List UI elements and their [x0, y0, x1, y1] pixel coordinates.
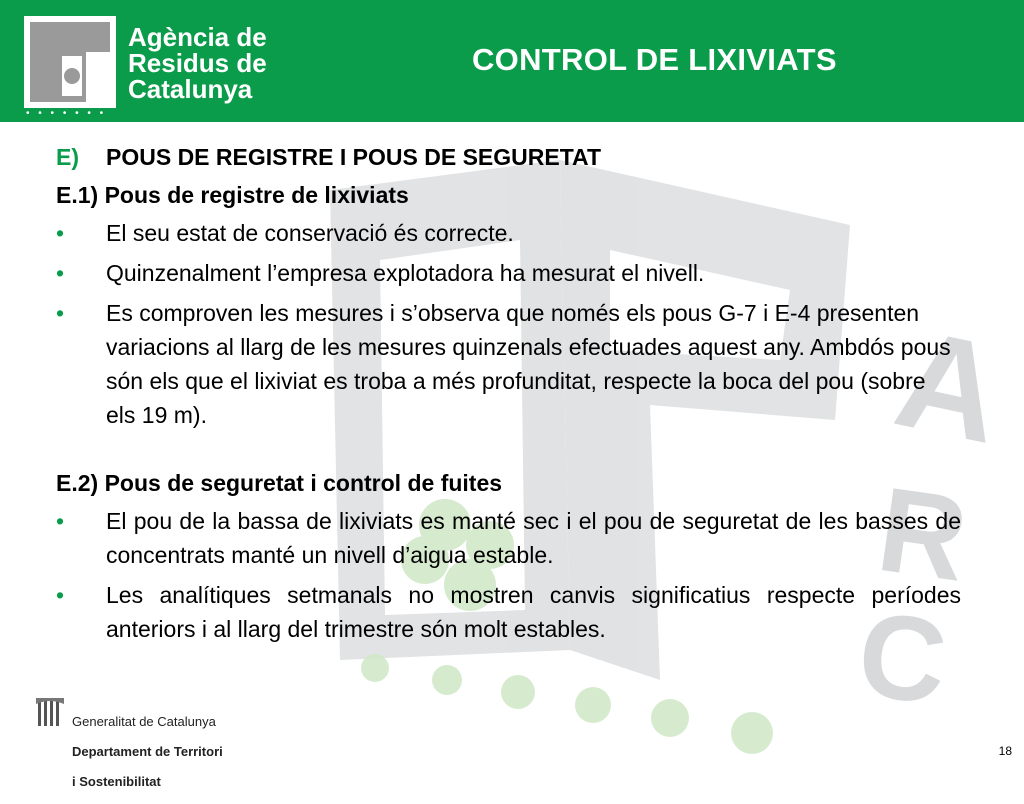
- watermark-letter-c: C: [852, 587, 953, 730]
- list-item: • El seu estat de conservació és correcte.: [56, 216, 961, 250]
- watermark-letter-r: R: [870, 462, 975, 607]
- bullet-list-e2: [56, 504, 961, 646]
- slide-content: [56, 140, 961, 652]
- list-item: • Es comproven les mesures i s’observa que només els pous G-7 i E-4 presenten variacions al llarg de les mesures quinzenals efectuades aquest any. Ambdós pous són els que el lixiviat es troba a més profunditat, respecte la boca del pou (sobre els 19 m).: [56, 296, 961, 432]
- list-item: • Quinzenalment l’empresa explotadora ha mesurat el nivell.: [56, 256, 961, 290]
- watermark-letter-a: A: [884, 298, 1016, 474]
- section-letter: E): [56, 144, 79, 170]
- page-title: CONTROL DE LIXIVIATS: [472, 42, 837, 77]
- logo-dots: • • • • • • •: [26, 108, 107, 119]
- agency-name: Agència de Residus de Catalunya: [128, 22, 267, 104]
- page-number: 18: [998, 744, 1012, 758]
- footer-line-1: Generalitat de Catalunya: [72, 714, 216, 729]
- subsection-heading-e1: E.1) Pous de registre de lixiviats: [56, 182, 409, 208]
- generalitat-logo-icon: [36, 698, 64, 728]
- footer-department: [72, 699, 223, 804]
- list-item: • El pou de la bassa de lixiviats es manté sec i el pou de seguretat de les basses de concentrats manté un nivell d’aigua estable.: [56, 504, 961, 572]
- section-heading: [56, 140, 961, 174]
- footer-line-2: Departament de Territori: [72, 744, 223, 759]
- list-item: • Les analítiques setmanals no mostren canvis significatius respecte períodes anteriors i al llarg del trimestre són molt estables.: [56, 578, 961, 646]
- footer-line-3: i Sostenibilitat: [72, 774, 161, 789]
- subsection-heading-e2: E.2) Pous de seguretat i control de fuites: [56, 470, 503, 496]
- section-title: POUS DE REGISTRE I POUS DE SEGURETAT: [106, 144, 601, 170]
- bullet-list-e1: [56, 216, 961, 432]
